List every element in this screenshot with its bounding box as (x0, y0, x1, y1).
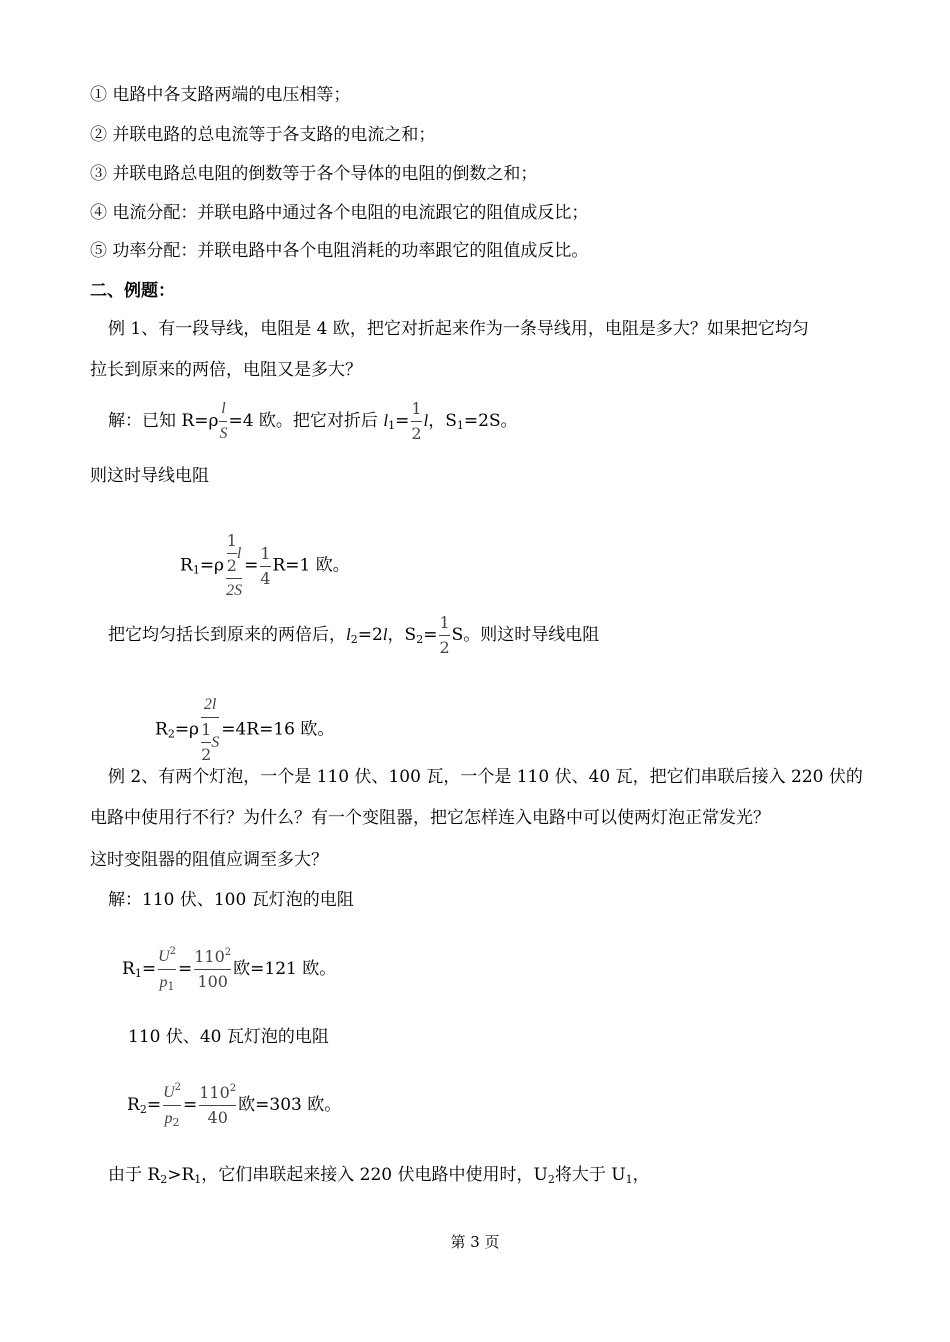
frac-r1-compound (226, 530, 242, 602)
stretch-c: ，S (387, 625, 417, 645)
frac-U2-over-p2 (163, 1081, 181, 1130)
ex1-question-line2: 拉长到原来的两倍，电阻又是多大？ (90, 360, 362, 380)
eq2-result: 欧=303 欧。 (238, 1095, 342, 1115)
sq: 2 (174, 1082, 181, 1093)
r1-l: l (236, 545, 242, 562)
frac-num: 1 (226, 531, 237, 550)
property-4: ④ 电流分配：并联电路中通过各个电阻的电流跟它的阻值成反比； (90, 203, 589, 223)
frac-num: 2l (203, 696, 217, 713)
frac-den (163, 1107, 181, 1130)
ex1-sol-e: =2S。 (463, 411, 518, 431)
U: U (163, 1084, 175, 1101)
ex1-question-line1: 例 1、有一段导线，电阻是 4 欧，把它对折起来作为一条导线用，电阻是多大？如果把它均匀 (108, 319, 809, 339)
stretch-a: 把它均匀括长到原来的两倍后， (108, 625, 346, 645)
frac-num: 1 (411, 399, 422, 418)
last-e: ， (632, 1165, 650, 1185)
r2-rho: =ρ (174, 719, 200, 740)
last-sub: 2 (547, 1173, 555, 1186)
r1-R: R (180, 555, 193, 576)
eq1-eq2: = (178, 959, 193, 979)
frac-l-over-S (219, 398, 227, 445)
last-d: 将大于 U (554, 1165, 626, 1185)
last-a: 由于 R (108, 1165, 161, 1185)
ex1-then: 则这时导线电阻 (90, 466, 209, 486)
ex1-stretch-line (108, 612, 599, 659)
property-2: ② 并联电路的总电流等于各支路的电流之和； (90, 125, 436, 145)
frac-quarter (260, 543, 270, 590)
last-sub: 2 (160, 1173, 168, 1186)
property-1: ① 电路中各支路两端的电压相等； (90, 85, 351, 105)
frac-den: 4 (260, 568, 271, 588)
frac-den (158, 971, 176, 994)
ex2-r1-equation (122, 945, 336, 994)
stretch-l: l (382, 625, 388, 644)
frac-den: 2 (226, 556, 237, 575)
r1-result: R=1 欧。 (272, 555, 350, 576)
ex1-l: l (423, 411, 429, 430)
ex2-solution-2: 110 伏、40 瓦灯泡的电阻 (128, 1027, 329, 1047)
frac-den: 2 (439, 638, 450, 657)
ex1-sol-a: 解：已知 R=ρ (108, 411, 219, 431)
r2-sub: 2 (167, 727, 175, 741)
p-sub: 2 (172, 1116, 180, 1129)
frac-num (163, 1081, 181, 1104)
ex2-last-line (108, 1164, 650, 1186)
frac-den (201, 719, 219, 766)
frac-half (439, 612, 449, 659)
stretch-e: S。则这时导线电阻 (451, 625, 600, 645)
last-c: ，它们串联起来接入 220 伏电路中使用时，U (201, 1165, 548, 1185)
r1-rho: =ρ (199, 555, 225, 576)
frac-half-inner (201, 719, 211, 766)
eq1-sub: 1 (134, 967, 142, 980)
frac-num: l (221, 400, 226, 417)
frac-den: 100 (197, 972, 228, 991)
n110: 110 (194, 947, 225, 966)
frac-den: S (219, 425, 228, 442)
frac-num: 1 (260, 543, 271, 563)
r2-S: S (211, 734, 220, 751)
ex2-question-line2: 电路中使用行不行？为什么？有一个变阻器，把它怎样连入电路中可以使两灯泡正常发光？ (90, 808, 770, 828)
ex2-question-line1: 例 2、有两个灯泡，一个是 110 伏、100 瓦，一个是 110 伏、40 瓦，把它们串联后接入 220 伏的 (108, 767, 863, 787)
frac-den: 40 (207, 1108, 228, 1127)
eq1-result: 欧=121 欧。 (233, 959, 337, 979)
ex1-s1-sub: 1 (456, 419, 464, 432)
frac-num (158, 945, 176, 968)
sq: 2 (229, 1083, 237, 1094)
frac-half (411, 398, 421, 445)
ex1-r1-equation (180, 530, 350, 602)
section-heading: 二、例题： (90, 281, 175, 301)
stretch-d: = (423, 625, 438, 645)
r2-R: R (155, 719, 168, 740)
r2-result: =4R=16 欧。 (221, 719, 335, 740)
stretch-b: =2 (357, 625, 383, 645)
eq2-sub: 2 (139, 1103, 147, 1116)
U: U (158, 948, 170, 965)
last-sub: 1 (625, 1173, 633, 1186)
ex1-sol-d: ，S (428, 411, 457, 431)
property-3: ③ 并联电路总电阻的倒数等于各个导体的电阻的倒数之和； (90, 164, 538, 184)
ex2-question-line3: 这时变阻器的阻值应调至多大？ (90, 850, 328, 870)
frac-num: 1 (439, 613, 450, 632)
frac-110sq-over-40 (199, 1082, 236, 1129)
frac-num: 1 (201, 720, 212, 739)
frac-den: 2 (201, 745, 212, 764)
frac-110sq-over-100 (194, 946, 231, 993)
ex1-l1: l (383, 411, 389, 430)
ex1-r2-equation (155, 694, 334, 766)
r1-eq: = (244, 555, 259, 576)
p: p (164, 1110, 173, 1127)
last-sub: 1 (194, 1173, 202, 1186)
ex2-solution-1: 解：110 伏、100 瓦灯泡的电阻 (108, 890, 354, 910)
frac-num (226, 530, 242, 577)
n110: 110 (199, 1083, 230, 1102)
frac-half-inner (227, 530, 237, 577)
sq: 2 (224, 947, 232, 958)
ex1-sol-b: =4 欧。把它对折后 (228, 411, 384, 431)
ex1-eq: = (395, 411, 410, 431)
frac-den: 2S (226, 582, 243, 599)
r1-sub: 1 (192, 563, 200, 577)
frac-r2-compound (201, 694, 219, 766)
frac-U2-over-p1 (158, 945, 176, 994)
stretch-sub: 2 (350, 633, 358, 646)
eq1-eq: = (141, 959, 157, 979)
p-sub: 1 (167, 980, 175, 993)
ex1-solution-line (108, 398, 518, 445)
frac-den: 2 (411, 424, 422, 443)
stretch-sub: 2 (416, 633, 424, 646)
page-footer: 第 3 页 (450, 1233, 500, 1251)
eq2-eq2: = (183, 1095, 198, 1115)
last-b: >R (167, 1165, 195, 1185)
eq2-eq: = (146, 1095, 162, 1115)
frac-num (194, 946, 231, 968)
sq: 2 (169, 946, 176, 957)
property-5: ⑤ 功率分配：并联电路中各个电阻消耗的功率跟它的阻值成反比。 (90, 241, 589, 261)
stretch-l2: l (346, 625, 351, 644)
eq2-R: R (127, 1095, 140, 1115)
frac-num (199, 1082, 236, 1104)
p: p (159, 974, 168, 991)
ex2-r2-equation (127, 1081, 341, 1130)
ex1-l1-sub: 1 (388, 419, 396, 432)
eq1-R: R (122, 959, 135, 979)
